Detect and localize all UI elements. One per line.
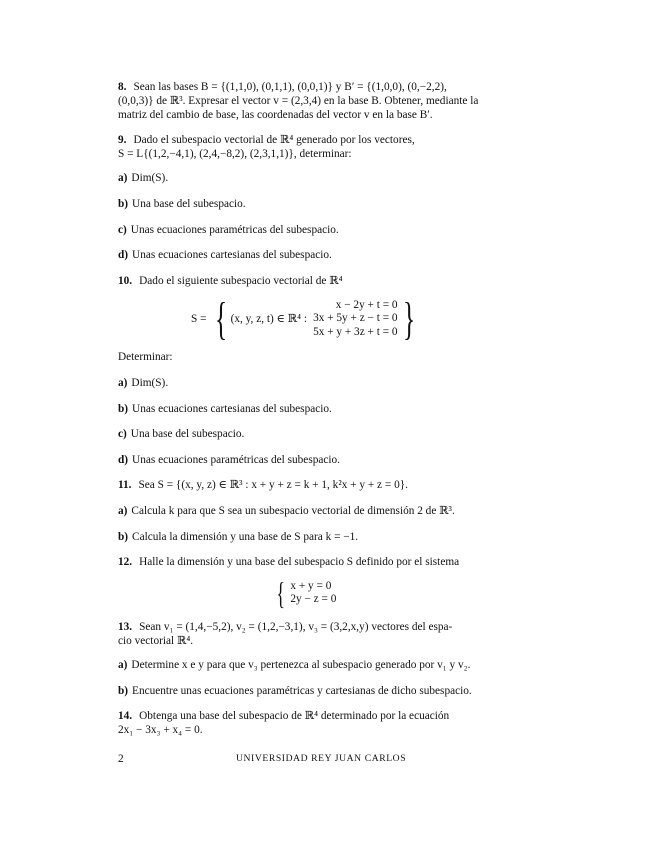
item-label: b): [118, 403, 129, 415]
problem-8: [118, 80, 503, 122]
page-number: 2: [118, 753, 124, 765]
problem-11-item-a: [118, 504, 503, 518]
university-name: UNIVERSIDAD REY JUAN CARLOS: [236, 753, 407, 764]
problem-13-item-a: [118, 658, 503, 672]
item-text: Calcula la dimensión y una base de S para k = −1.: [132, 531, 359, 543]
right-brace: }: [402, 293, 415, 344]
equation: x − 2y + t = 0: [335, 298, 398, 311]
equation: 3x + 5y + z − t = 0: [313, 312, 398, 325]
problem-text: 2x₁ − 3x₃ + x₄ = 0.: [118, 724, 203, 736]
problem-9-item-c: [118, 223, 503, 237]
problem-13: [118, 620, 503, 648]
problem-10-item-b: [118, 402, 503, 416]
item-label: c): [118, 224, 127, 236]
problem-11-item-b: [118, 530, 503, 544]
item-label: c): [118, 428, 127, 440]
problem-12: [118, 555, 503, 569]
problem-text: Sean las bases B = {(1,1,0), (0,1,1), (0,0,1)} y B′ = {(1,0,0), (0,−2,2),: [133, 81, 447, 93]
item-text: Unas ecuaciones paramétricas del subespacio.: [130, 224, 339, 236]
problem-10-item-a: [118, 376, 503, 390]
item-text: Dim(S).: [131, 172, 169, 184]
item-label: a): [118, 377, 128, 389]
problem-text: Sea S = {(x, y, z) ∈ ℝ³ : x + y + z = k + 1, k²x + y + z = 0}.: [138, 479, 408, 491]
problem-11: [118, 478, 503, 492]
problem-text: cio vectorial ℝ⁴.: [118, 635, 194, 647]
equation-system: [313, 299, 397, 340]
problem-text: Obtenga una base del subespacio de ℝ⁴ determinado por la ecuación: [139, 710, 450, 722]
problem-text: matriz del cambio de base, las coordenadas del vector v en la base B′.: [118, 109, 433, 121]
problem-number: 14.: [118, 710, 133, 722]
problem-9-item-d: [118, 248, 503, 262]
item-text: Calcula k para que S sea un subespacio vectorial de dimensión 2 de ℝ³.: [131, 505, 455, 517]
problem-10-item-c: [118, 427, 503, 441]
item-text: Determine x e y para que v₃ pertenezca al subespacio generado por v₁ y v₂.: [131, 659, 471, 671]
left-brace: {: [276, 575, 285, 611]
equation: x + y = 0: [290, 579, 332, 592]
item-text: Dim(S).: [131, 377, 169, 389]
problem-text: Dado el subespacio vectorial de ℝ⁴ generado por los vectores,: [133, 134, 415, 146]
problem-10: [118, 274, 503, 288]
problem-number: 8.: [118, 81, 127, 93]
problem-text: (0,0,3)} de ℝ³. Expresar el vector v = (2,3,4) en la base B. Obtener, mediante la: [118, 95, 479, 107]
equation: 2y − z = 0: [290, 593, 337, 605]
item-label: b): [118, 198, 129, 210]
item-label: d): [118, 454, 129, 466]
problem-number: 12.: [118, 556, 133, 568]
subspace-definition: [191, 293, 431, 344]
item-text: Unas ecuaciones cartesianas del subespacio.: [132, 403, 332, 415]
problem-text: S = L{(1,2,−4,1), (2,4,−8,2), (2,3,1,1)}, determinar:: [118, 148, 352, 160]
item-text: Una base del subespacio.: [132, 198, 246, 210]
problem-number: 9.: [118, 134, 127, 146]
item-label: b): [118, 531, 129, 543]
item-text: Unas ecuaciones cartesianas del subespacio.: [132, 249, 332, 261]
item-label: b): [118, 685, 129, 697]
item-text: Una base del subespacio.: [130, 428, 245, 440]
equation-system: [290, 580, 336, 607]
problem-9-item-b: [118, 197, 503, 211]
equation: 5x + y + 3z + t = 0: [313, 325, 398, 338]
problem-14: [118, 709, 503, 737]
item-text: Encuentre unas ecuaciones paramétricas y cartesianas de dicho subespacio.: [132, 685, 472, 697]
problem-text: Determinar:: [118, 351, 173, 363]
problem-number: 10.: [118, 275, 133, 287]
equation-system-12: [273, 575, 363, 611]
item-label: a): [118, 505, 128, 517]
problem-text: Halle la dimensión y una base del subespacio S definido por el sistema: [139, 556, 460, 568]
left-brace: {: [215, 293, 228, 344]
problem-text: Sean v₁ = (1,4,−5,2), v₂ = (1,2,−3,1), v₃ = (3,2,x,y) vectores del espa-: [139, 621, 453, 633]
item-label: a): [118, 172, 128, 184]
determine-label: [118, 350, 503, 364]
problem-10-item-d: [118, 453, 503, 467]
problem-text: Dado el siguiente subespacio vectorial de ℝ⁴: [139, 275, 343, 287]
problem-9: [118, 133, 503, 161]
set-inner: (x, y, z, t) ∈ ℝ⁴ :: [230, 313, 308, 325]
set-lhs: S =: [191, 313, 207, 325]
item-label: a): [118, 659, 128, 671]
problem-number: 11.: [118, 479, 132, 491]
problem-number: 13.: [118, 621, 133, 633]
problem-13-item-b: [118, 684, 503, 698]
problem-9-item-a: [118, 171, 503, 185]
item-text: Unas ecuaciones paramétricas del subespacio.: [132, 454, 341, 466]
item-label: d): [118, 249, 129, 261]
